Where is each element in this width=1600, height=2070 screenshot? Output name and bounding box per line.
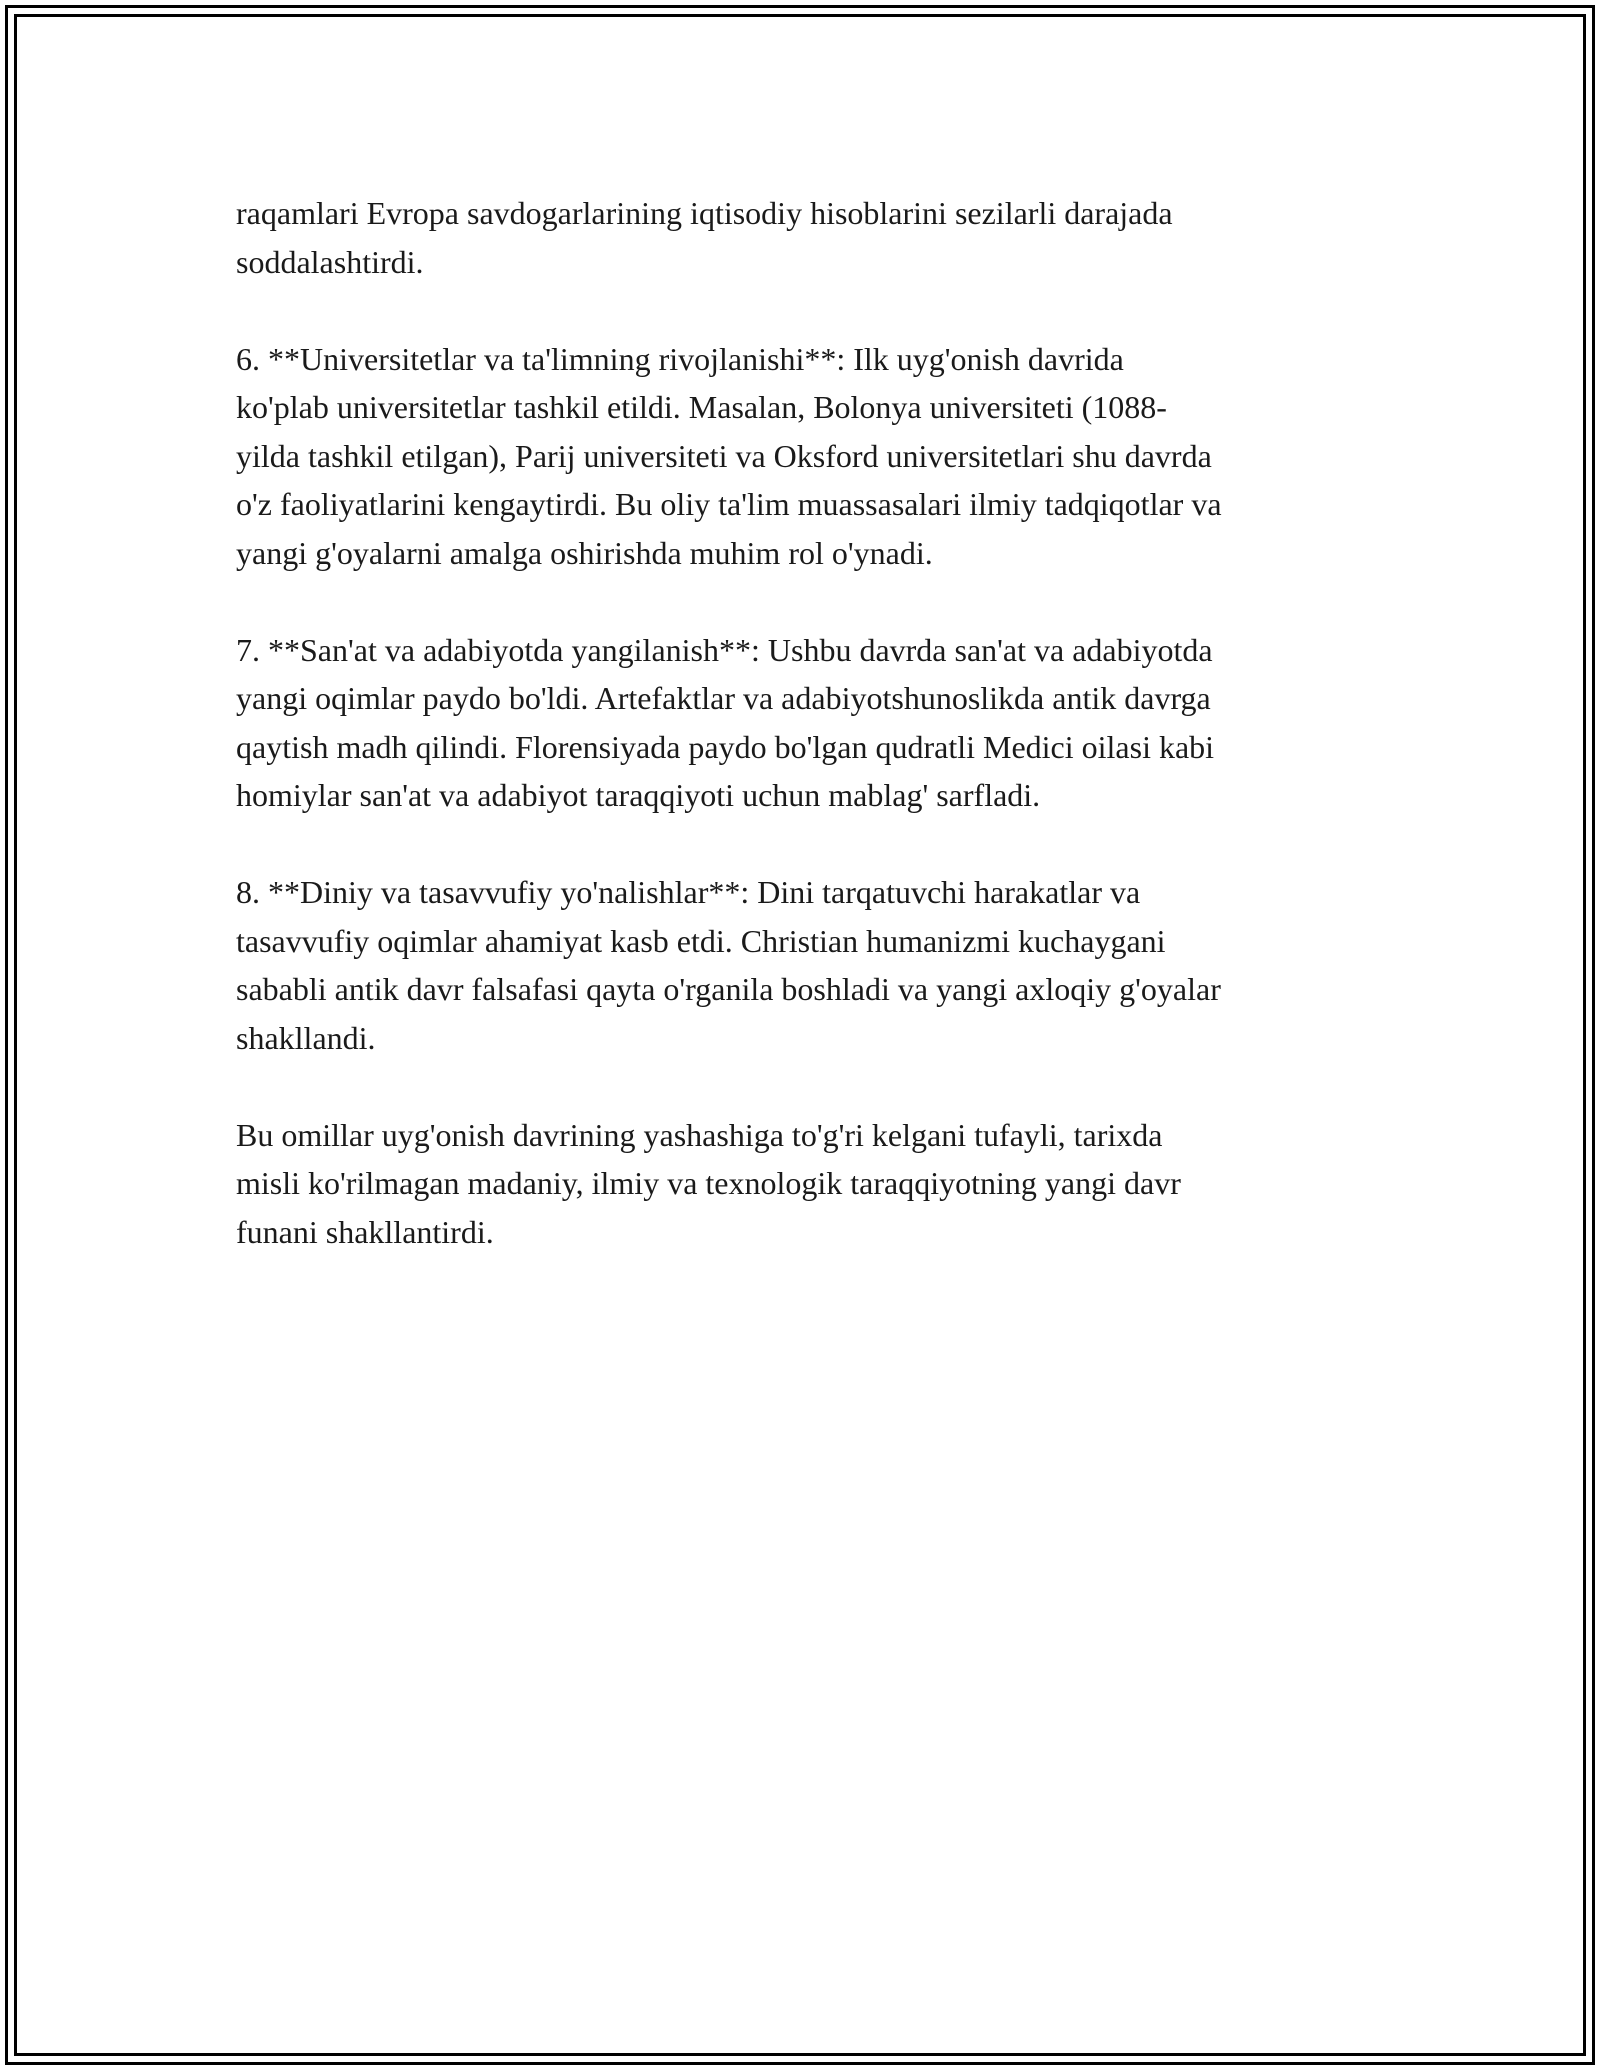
paragraph-conclusion: Bu omillar uyg'onish davrining yashashiga to'g'ri kelgani tufayli, tarixda misli ko'rilmagan madaniy, ilmiy va texnologik taraqqiyotning yangi davr funani shakllantirdi. [236, 1116, 1181, 1250]
document-body [236, 189, 1376, 1305]
paragraph-religious-trends: 8. **Diniy va tasavvufiy yo'nalishlar**: Dini tarqatuvchi harakatlar va tasavvufiy oqimlar ahamiyat kasb etdi. Christian humanizmi kuchaygani sababli antik davr falsafasi qayta o'rganila boshladi va yangi axloqiy g'oyalar shakllandi. [236, 874, 1221, 1056]
paragraph-universities: 6. **Universitetlar va ta'limning rivojlanishi**: Ilk uyg'onish davrida ko'plab universitetlar tashkil etildi. Masalan, Bolonya universiteti (1088- yilda tashkil etilgan), Parij universiteti va Oksford universitetlari shu davrda o'z faoliyatlarini kengaytirdi. Bu oliy ta'lim muassasalari ilmiy tadqiqotlar va yangi g'oyalarni amalga oshirishda muhim rol o'ynadi. [236, 340, 1222, 571]
paragraph-art-literature: 7. **San'at va adabiyotda yangilanish**: Ushbu davrda san'at va adabiyotda yangi oqimlar paydo bo'ldi. Artefaktlar va adabiyotshunoslikda antik davrga qaytish madh qilindi. Florensiyada paydo bo'lgan qudratli Medici oilasi kabi homiylar san'at va adabiyot taraqqiyoti uchun mablag' sarfladi. [236, 631, 1215, 813]
paragraph-continuation: raqamlari Evropa savdogarlarining iqtisodiy hisoblarini sezilarli darajada soddalashtirdi. [236, 195, 1173, 280]
